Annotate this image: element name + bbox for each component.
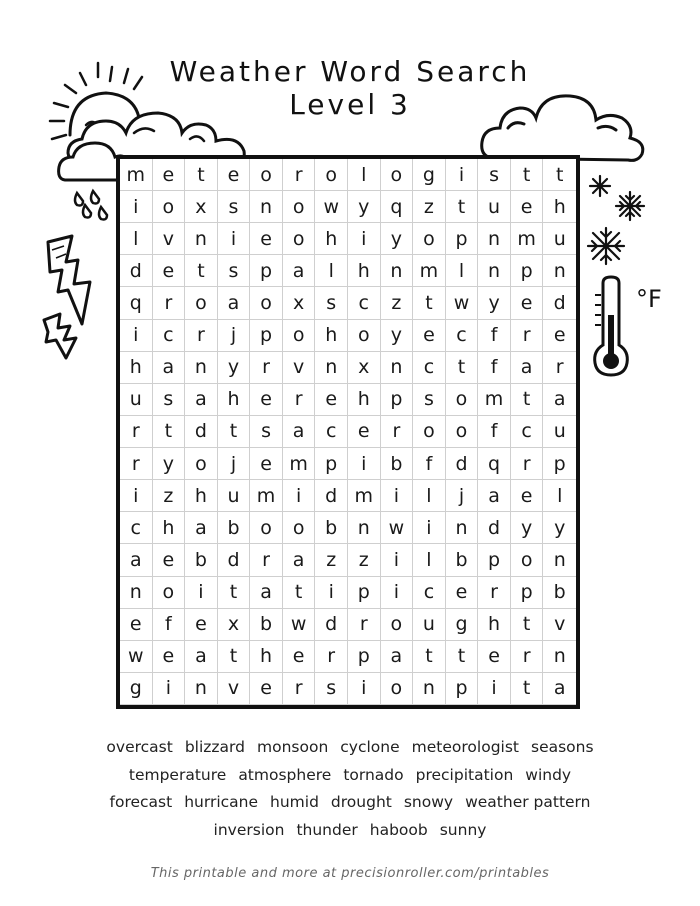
- grid-cell[interactable]: v: [283, 352, 316, 384]
- grid-cell[interactable]: s: [153, 384, 186, 416]
- grid-cell[interactable]: n: [381, 255, 414, 287]
- grid-cell[interactable]: r: [543, 352, 576, 384]
- grid-cell[interactable]: x: [218, 609, 251, 641]
- grid-cell[interactable]: i: [348, 223, 381, 255]
- grid-cell[interactable]: i: [348, 673, 381, 705]
- grid-cell[interactable]: e: [185, 609, 218, 641]
- word-list-item: haboob: [369, 820, 428, 839]
- grid-cell[interactable]: i: [283, 480, 316, 512]
- word-list-line: [40, 762, 660, 790]
- page-title: Weather Word Search: [169, 55, 531, 88]
- grid-cell[interactable]: n: [185, 223, 218, 255]
- grid-cell[interactable]: h: [478, 609, 511, 641]
- grid-cell[interactable]: t: [446, 641, 479, 673]
- grid-cell[interactable]: e: [413, 320, 446, 352]
- grid-cell[interactable]: m: [250, 480, 283, 512]
- grid-cell[interactable]: r: [283, 673, 316, 705]
- grid-cell[interactable]: r: [120, 416, 153, 448]
- grid-cell[interactable]: u: [543, 416, 576, 448]
- grid-cell[interactable]: h: [250, 641, 283, 673]
- grid-cell[interactable]: c: [315, 416, 348, 448]
- grid-cell[interactable]: e: [250, 223, 283, 255]
- grid-cell[interactable]: e: [250, 384, 283, 416]
- grid-cell[interactable]: t: [218, 416, 251, 448]
- word-list-item: sunny: [439, 820, 487, 839]
- word-list-item: atmosphere: [238, 765, 332, 784]
- page-subtitle-level: Level 3: [289, 88, 411, 121]
- grid-cell[interactable]: i: [348, 448, 381, 480]
- grid-cell[interactable]: m: [413, 255, 446, 287]
- grid-cell[interactable]: a: [250, 577, 283, 609]
- word-list-item: overcast: [106, 738, 173, 756]
- grid-cell[interactable]: d: [478, 512, 511, 544]
- grid-cell[interactable]: a: [381, 641, 414, 673]
- grid-cell[interactable]: p: [511, 255, 544, 287]
- grid-cell[interactable]: p: [478, 544, 511, 576]
- grid-cell[interactable]: c: [153, 320, 186, 352]
- grid-cell[interactable]: i: [315, 577, 348, 609]
- grid-cell[interactable]: e: [153, 255, 186, 287]
- grid-cell[interactable]: n: [543, 255, 576, 287]
- word-list-item: temperature: [128, 765, 227, 784]
- grid-cell[interactable]: y: [218, 352, 251, 384]
- word-list-item: seasons: [531, 738, 594, 756]
- grid-cell[interactable]: r: [511, 641, 544, 673]
- grid-cell[interactable]: i: [120, 320, 153, 352]
- grid-cell[interactable]: p: [381, 384, 414, 416]
- grid-cell[interactable]: f: [153, 609, 186, 641]
- grid-cell[interactable]: o: [381, 609, 414, 641]
- word-list-line: [40, 789, 660, 817]
- grid-cell[interactable]: j: [446, 480, 479, 512]
- grid-cell[interactable]: b: [543, 577, 576, 609]
- grid-cell[interactable]: v: [218, 673, 251, 705]
- grid-cell[interactable]: i: [446, 159, 479, 191]
- grid-cell[interactable]: p: [511, 577, 544, 609]
- grid-cell[interactable]: q: [120, 287, 153, 319]
- grid-cell[interactable]: c: [120, 512, 153, 544]
- grid-cell[interactable]: z: [153, 480, 186, 512]
- fahrenheit-label: °F: [636, 285, 662, 313]
- grid-cell[interactable]: a: [543, 673, 576, 705]
- word-list-line: [40, 734, 660, 762]
- grid-cell[interactable]: n: [185, 673, 218, 705]
- grid-cell[interactable]: w: [381, 512, 414, 544]
- grid-cell[interactable]: b: [315, 512, 348, 544]
- grid-cell[interactable]: o: [381, 673, 414, 705]
- grid-cell[interactable]: r: [185, 320, 218, 352]
- word-list-item: weather pattern: [465, 793, 591, 811]
- grid-cell[interactable]: z: [315, 544, 348, 576]
- grid-cell[interactable]: d: [218, 544, 251, 576]
- grid-cell[interactable]: b: [381, 448, 414, 480]
- grid-cell[interactable]: r: [153, 287, 186, 319]
- grid-cell[interactable]: t: [511, 609, 544, 641]
- grid-cell[interactable]: u: [218, 480, 251, 512]
- grid-cell[interactable]: c: [413, 352, 446, 384]
- grid-cell[interactable]: y: [153, 448, 186, 480]
- grid-cell[interactable]: i: [120, 191, 153, 223]
- grid-cell[interactable]: m: [348, 480, 381, 512]
- grid-cell[interactable]: u: [543, 223, 576, 255]
- grid-cell[interactable]: s: [218, 255, 251, 287]
- grid-cell[interactable]: c: [413, 577, 446, 609]
- grid-cell[interactable]: a: [185, 512, 218, 544]
- grid-cell[interactable]: s: [250, 416, 283, 448]
- grid-cell[interactable]: s: [315, 287, 348, 319]
- grid-cell[interactable]: p: [446, 673, 479, 705]
- grid-cell[interactable]: s: [413, 384, 446, 416]
- grid-cell[interactable]: r: [478, 577, 511, 609]
- grid-cell[interactable]: d: [446, 448, 479, 480]
- word-list-item: blizzard: [184, 738, 245, 756]
- grid-cell[interactable]: h: [315, 320, 348, 352]
- grid-cell[interactable]: l: [413, 544, 446, 576]
- word-list-item: snowy: [403, 793, 454, 811]
- grid-cell[interactable]: y: [381, 320, 414, 352]
- grid-cell[interactable]: o: [283, 512, 316, 544]
- grid-cell[interactable]: i: [413, 512, 446, 544]
- grid-cell[interactable]: h: [120, 352, 153, 384]
- grid-cell[interactable]: n: [478, 223, 511, 255]
- grid-cell[interactable]: m: [283, 448, 316, 480]
- grid-cell[interactable]: o: [446, 384, 479, 416]
- grid-cell[interactable]: w: [315, 191, 348, 223]
- grid-cell[interactable]: r: [381, 416, 414, 448]
- grid-cell[interactable]: y: [511, 512, 544, 544]
- grid-cell[interactable]: l: [348, 159, 381, 191]
- grid-cell[interactable]: t: [218, 641, 251, 673]
- grid-cell[interactable]: t: [511, 384, 544, 416]
- grid-cell[interactable]: d: [543, 287, 576, 319]
- grid-cell[interactable]: n: [120, 577, 153, 609]
- grid-cell[interactable]: r: [283, 159, 316, 191]
- grid-cell[interactable]: h: [348, 384, 381, 416]
- grid-cell[interactable]: l: [446, 255, 479, 287]
- grid-cell[interactable]: b: [250, 609, 283, 641]
- grid-cell[interactable]: e: [250, 448, 283, 480]
- grid-cell[interactable]: e: [446, 577, 479, 609]
- word-list-item: meteorologist: [411, 738, 519, 756]
- word-list-item: hurricane: [184, 793, 259, 811]
- grid-cell[interactable]: i: [185, 577, 218, 609]
- grid-cell[interactable]: o: [413, 416, 446, 448]
- grid-cell[interactable]: f: [478, 352, 511, 384]
- grid-cell[interactable]: g: [413, 159, 446, 191]
- grid-cell[interactable]: o: [185, 287, 218, 319]
- grid-cell[interactable]: t: [446, 352, 479, 384]
- word-list-item: humid: [270, 793, 319, 811]
- grid-cell[interactable]: r: [250, 544, 283, 576]
- grid-cell[interactable]: n: [185, 352, 218, 384]
- grid-cell[interactable]: p: [446, 223, 479, 255]
- grid-cell[interactable]: r: [511, 448, 544, 480]
- grid-cell[interactable]: o: [185, 448, 218, 480]
- grid-cell[interactable]: v: [153, 223, 186, 255]
- grid-cell[interactable]: a: [283, 544, 316, 576]
- grid-cell[interactable]: o: [153, 191, 186, 223]
- grid-cell[interactable]: z: [381, 287, 414, 319]
- grid-cell[interactable]: u: [120, 384, 153, 416]
- grid-cell[interactable]: e: [511, 191, 544, 223]
- grid-cell[interactable]: t: [283, 577, 316, 609]
- grid-cell[interactable]: o: [348, 320, 381, 352]
- grid-cell[interactable]: d: [315, 480, 348, 512]
- grid-cell[interactable]: a: [218, 287, 251, 319]
- grid-cell[interactable]: e: [478, 641, 511, 673]
- grid-cell[interactable]: l: [120, 223, 153, 255]
- grid-cell[interactable]: n: [381, 352, 414, 384]
- grid-cell[interactable]: a: [153, 352, 186, 384]
- grid-cell[interactable]: h: [218, 384, 251, 416]
- grid-cell[interactable]: r: [283, 384, 316, 416]
- grid-cell[interactable]: l: [543, 480, 576, 512]
- grid-cell[interactable]: f: [478, 320, 511, 352]
- word-list-item: windy: [525, 765, 572, 784]
- grid-cell[interactable]: g: [446, 609, 479, 641]
- grid-cell[interactable]: o: [250, 287, 283, 319]
- grid-cell[interactable]: e: [511, 287, 544, 319]
- grid-cell[interactable]: n: [315, 352, 348, 384]
- grid-cell[interactable]: h: [153, 512, 186, 544]
- word-list-line: [40, 817, 660, 845]
- grid-cell[interactable]: i: [153, 673, 186, 705]
- grid-cell[interactable]: d: [185, 416, 218, 448]
- grid-cell[interactable]: z: [413, 191, 446, 223]
- word-list-item: drought: [330, 793, 392, 811]
- grid-cell[interactable]: y: [543, 512, 576, 544]
- grid-cell[interactable]: p: [250, 320, 283, 352]
- word-list-item: thunder: [296, 820, 358, 839]
- grid-cell[interactable]: m: [511, 223, 544, 255]
- grid-cell[interactable]: t: [185, 255, 218, 287]
- grid-cell[interactable]: c: [511, 416, 544, 448]
- grid-cell[interactable]: t: [153, 416, 186, 448]
- grid-cell[interactable]: o: [153, 577, 186, 609]
- grid-cell[interactable]: y: [478, 287, 511, 319]
- grid-cell[interactable]: s: [218, 191, 251, 223]
- grid-cell[interactable]: e: [120, 609, 153, 641]
- grid-cell[interactable]: o: [381, 159, 414, 191]
- grid-cell[interactable]: x: [348, 352, 381, 384]
- grid-cell[interactable]: p: [543, 448, 576, 480]
- grid-cell[interactable]: h: [315, 223, 348, 255]
- grid-cell[interactable]: e: [250, 673, 283, 705]
- grid-cell[interactable]: j: [218, 448, 251, 480]
- grid-cell[interactable]: i: [381, 577, 414, 609]
- grid-cell[interactable]: d: [315, 609, 348, 641]
- grid-cell[interactable]: t: [543, 159, 576, 191]
- grid-cell[interactable]: b: [218, 512, 251, 544]
- grid-cell[interactable]: o: [511, 544, 544, 576]
- grid-cell[interactable]: r: [120, 448, 153, 480]
- grid-cell[interactable]: e: [543, 320, 576, 352]
- grid-cell[interactable]: e: [153, 544, 186, 576]
- grid-cell[interactable]: n: [478, 255, 511, 287]
- grid-cell[interactable]: e: [218, 159, 251, 191]
- grid-cell[interactable]: o: [283, 320, 316, 352]
- grid-cell[interactable]: a: [283, 416, 316, 448]
- grid-cell[interactable]: p: [348, 641, 381, 673]
- grid-cell[interactable]: x: [185, 191, 218, 223]
- grid-cell[interactable]: m: [120, 159, 153, 191]
- grid-cell[interactable]: h: [348, 255, 381, 287]
- grid-cell[interactable]: l: [315, 255, 348, 287]
- grid-cell[interactable]: u: [413, 609, 446, 641]
- grid-cell[interactable]: w: [120, 641, 153, 673]
- grid-cell[interactable]: u: [478, 191, 511, 223]
- grid-cell[interactable]: e: [511, 480, 544, 512]
- word-list-item: tornado: [343, 765, 404, 784]
- grid-cell[interactable]: x: [283, 287, 316, 319]
- word-list-item: inversion: [213, 820, 285, 839]
- grid-cell[interactable]: o: [315, 159, 348, 191]
- grid-cell[interactable]: o: [413, 223, 446, 255]
- word-list: [40, 734, 660, 844]
- snowflake-icon: [582, 168, 657, 273]
- grid-cell[interactable]: q: [478, 448, 511, 480]
- grid-cell[interactable]: e: [153, 641, 186, 673]
- grid-cell[interactable]: r: [315, 641, 348, 673]
- grid-cell[interactable]: a: [185, 384, 218, 416]
- grid-cell[interactable]: a: [283, 255, 316, 287]
- word-list-item: monsoon: [257, 738, 329, 756]
- grid-cell[interactable]: t: [413, 287, 446, 319]
- grid-cell[interactable]: r: [348, 609, 381, 641]
- grid-cell[interactable]: t: [446, 191, 479, 223]
- grid-cell[interactable]: n: [543, 544, 576, 576]
- grid-cell[interactable]: h: [543, 191, 576, 223]
- grid-cell[interactable]: i: [478, 673, 511, 705]
- grid-cell[interactable]: e: [153, 159, 186, 191]
- grid-cell[interactable]: t: [413, 641, 446, 673]
- grid-cell[interactable]: i: [218, 223, 251, 255]
- grid-cell[interactable]: j: [218, 320, 251, 352]
- grid-cell[interactable]: m: [478, 384, 511, 416]
- grid-cell[interactable]: a: [511, 352, 544, 384]
- grid-cell[interactable]: n: [348, 512, 381, 544]
- grid-cell[interactable]: p: [315, 448, 348, 480]
- grid-cell[interactable]: n: [543, 641, 576, 673]
- grid-cell[interactable]: q: [381, 191, 414, 223]
- grid-cell[interactable]: v: [543, 609, 576, 641]
- grid-cell[interactable]: n: [413, 673, 446, 705]
- word-search-grid: [116, 155, 580, 709]
- grid-cell[interactable]: t: [185, 159, 218, 191]
- grid-cell[interactable]: i: [120, 480, 153, 512]
- grid-cell[interactable]: z: [348, 544, 381, 576]
- grid-cell[interactable]: r: [250, 352, 283, 384]
- grid-cell[interactable]: r: [511, 320, 544, 352]
- grid-cell[interactable]: o: [250, 512, 283, 544]
- grid-cell[interactable]: s: [315, 673, 348, 705]
- grid-cell[interactable]: y: [381, 223, 414, 255]
- grid-cell[interactable]: e: [348, 416, 381, 448]
- grid-cell[interactable]: l: [413, 480, 446, 512]
- word-list-item: cyclone: [340, 738, 400, 756]
- grid-cell[interactable]: f: [413, 448, 446, 480]
- grid-cell[interactable]: i: [381, 544, 414, 576]
- grid-cell[interactable]: b: [185, 544, 218, 576]
- grid-cell[interactable]: n: [250, 191, 283, 223]
- grid-cell[interactable]: a: [120, 544, 153, 576]
- grid-cell[interactable]: h: [185, 480, 218, 512]
- grid-cell[interactable]: p: [348, 577, 381, 609]
- grid-cell[interactable]: a: [478, 480, 511, 512]
- grid-cell[interactable]: s: [478, 159, 511, 191]
- grid-cell[interactable]: e: [283, 641, 316, 673]
- grid-cell[interactable]: c: [446, 320, 479, 352]
- grid-cell[interactable]: t: [511, 159, 544, 191]
- footer-credit: This printable and more at precisionroller.com/printables: [150, 866, 550, 881]
- grid-cell[interactable]: i: [381, 480, 414, 512]
- grid-cell[interactable]: o: [283, 223, 316, 255]
- grid-cell[interactable]: b: [446, 544, 479, 576]
- word-list-item: precipitation: [415, 765, 514, 784]
- grid-cell[interactable]: f: [478, 416, 511, 448]
- grid-cell[interactable]: p: [250, 255, 283, 287]
- grid-cell[interactable]: c: [348, 287, 381, 319]
- word-list-item: forecast: [109, 793, 173, 811]
- lightning-icon: [38, 232, 113, 362]
- grid-cell[interactable]: e: [315, 384, 348, 416]
- grid-cell[interactable]: n: [446, 512, 479, 544]
- grid-cell[interactable]: o: [250, 159, 283, 191]
- grid-cell[interactable]: t: [511, 673, 544, 705]
- grid-cell[interactable]: d: [120, 255, 153, 287]
- grid-cell[interactable]: y: [348, 191, 381, 223]
- grid-cell[interactable]: w: [283, 609, 316, 641]
- grid-cell[interactable]: o: [446, 416, 479, 448]
- grid-cell[interactable]: a: [185, 641, 218, 673]
- grid-cell[interactable]: w: [446, 287, 479, 319]
- grid-cell[interactable]: g: [120, 673, 153, 705]
- grid-cell[interactable]: a: [543, 384, 576, 416]
- grid-cell[interactable]: t: [218, 577, 251, 609]
- grid-cell[interactable]: o: [283, 191, 316, 223]
